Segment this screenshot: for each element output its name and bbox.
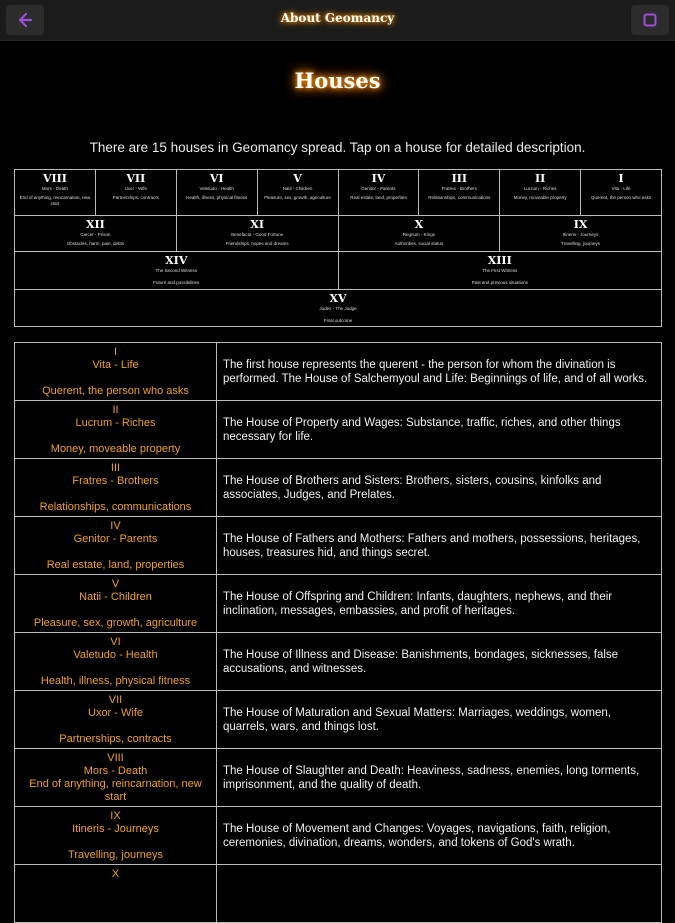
house-meaning: Future and possibilities	[153, 280, 200, 285]
grid-house-cell[interactable]	[15, 170, 96, 215]
house-row-meaning: Real estate, land, properties	[46, 559, 185, 571]
menu-button[interactable]	[631, 5, 669, 35]
house-numeral: XIV	[165, 254, 188, 267]
grid-house-cell[interactable]	[96, 170, 177, 215]
house-numeral: IV	[371, 172, 386, 185]
house-row-numeral: V	[111, 578, 120, 590]
grid-house-cell[interactable]	[419, 170, 500, 215]
house-meaning: Real estate, land, properties	[350, 195, 407, 200]
house-row-meaning: Money, moveable property	[50, 443, 181, 455]
grid-house-cell[interactable]	[500, 170, 581, 215]
house-name: The First Witness	[482, 268, 518, 273]
house-numeral: II	[535, 172, 546, 185]
house-row-description: The House of Slaughter and Death: Heaviness, sadness, enemies, long torments, imprisonment, and the quality of death.	[223, 764, 640, 791]
grid-house-cell[interactable]	[15, 252, 339, 289]
house-row-title	[15, 749, 217, 806]
grid-row	[15, 252, 661, 290]
house-row[interactable]	[15, 749, 661, 807]
house-row[interactable]	[15, 343, 661, 401]
house-row-numeral: IV	[110, 520, 121, 532]
house-numeral: XIII	[487, 254, 512, 267]
house-row-title	[15, 807, 217, 864]
house-numeral: XII	[85, 218, 105, 231]
house-row-name: Valetudo - Health	[73, 649, 158, 661]
house-row-title	[15, 633, 217, 690]
house-name: Judex - The Judge	[319, 306, 357, 311]
house-row-description: The House of Illness and Disease: Banishments, bondages, sicknesses, false accusations, and witnesses.	[223, 648, 619, 675]
house-row-name: Vita - Life	[92, 359, 139, 371]
grid-house-cell[interactable]	[500, 216, 661, 251]
house-meaning: Final outcome	[323, 318, 353, 323]
house-row-name: Genitor - Parents	[73, 533, 158, 545]
house-name: Genitor - Parents	[361, 186, 396, 191]
intro-text: There are 15 houses in Geomancy spread. Tap on a house for detailed description.	[89, 140, 586, 155]
grid-house-cell[interactable]	[581, 170, 661, 215]
house-row-description: The House of Fathers and Mothers: Fathers and mothers, possessions, heritages, houses, treasures hid, and things secret.	[223, 532, 641, 559]
house-row-title	[15, 575, 217, 632]
house-row-numeral: IX	[110, 810, 121, 822]
house-row-description	[217, 865, 661, 922]
houses-list	[14, 342, 662, 923]
page-title: Houses	[294, 68, 381, 93]
house-meaning: End of anything, reincarnation, new start	[19, 195, 91, 206]
house-name: Natii - Children	[282, 186, 313, 191]
house-row-name: Mors - Death	[83, 765, 148, 777]
house-row-numeral: VII	[108, 694, 123, 706]
house-meaning: Relationships, communications	[428, 195, 491, 200]
grid-house-cell[interactable]	[339, 252, 662, 289]
grid-house-cell[interactable]	[258, 170, 339, 215]
house-row-numeral: III	[110, 462, 121, 474]
house-row-title	[15, 517, 217, 574]
house-row-name: Itineris - Journeys	[72, 823, 159, 835]
house-row-name: Uxor - Wife	[88, 707, 143, 719]
house-row-description: The House of Maturation and Sexual Matters: Marriages, weddings, women, quarrels, wars, and things lost.	[223, 706, 611, 733]
house-row-numeral: X	[111, 868, 120, 880]
house-row-numeral: I	[113, 346, 118, 358]
house-row[interactable]	[15, 517, 661, 575]
house-meaning: Partnerships, contracts	[112, 195, 159, 200]
house-name: Regnum - Kings	[402, 232, 435, 237]
house-row-description: The House of Brothers and Sisters: Brothers, sisters, cousins, kinfolks and associates, Judges, and Prelates.	[223, 474, 602, 501]
house-row-description: The first house represents the querent - the person for whom the divination is performed. The House of Salchemyoul and Life: Beginnings of life, and of all works.	[223, 358, 648, 385]
grid-row	[15, 290, 661, 326]
house-row-meaning: Pleasure, sex, growth, agriculture	[33, 617, 198, 629]
house-numeral: XV	[329, 292, 347, 305]
house-name: Lucrum - Riches	[523, 186, 557, 191]
house-row[interactable]	[15, 865, 661, 923]
house-meaning: Authorities, social status	[394, 241, 444, 246]
house-row-title	[15, 459, 217, 516]
house-row[interactable]	[15, 575, 661, 633]
house-row-numeral: II	[112, 404, 119, 416]
house-name: Benefacta - Good Fortune	[231, 232, 284, 237]
house-meaning: Pleasure, sex, growth, agriculture	[264, 195, 331, 200]
top-bar	[0, 0, 675, 41]
house-meaning: Money, moveable property	[513, 195, 567, 200]
grid-house-cell[interactable]	[177, 170, 258, 215]
app-title: About Geomancy	[280, 11, 395, 25]
house-meaning: Travelling, journeys	[561, 241, 601, 246]
grid-house-cell[interactable]	[339, 170, 420, 215]
house-name: Fratres - Brothers	[441, 186, 477, 191]
house-row-name: Lucrum - Riches	[75, 417, 156, 429]
house-meaning: Querent, the person who asks	[591, 195, 652, 200]
house-name: Valetudo - Health	[199, 186, 234, 191]
house-row[interactable]	[15, 807, 661, 865]
house-meaning: Health, illness, physical fitness	[186, 195, 248, 200]
house-row[interactable]	[15, 691, 661, 749]
house-meaning: Obstacles, harm, pain, debts	[66, 241, 125, 246]
house-row-meaning: Partnerships, contracts	[59, 733, 172, 745]
house-row-title	[15, 343, 217, 400]
grid-house-cell[interactable]	[15, 290, 661, 326]
house-numeral: VI	[209, 172, 224, 185]
house-row-title	[15, 401, 217, 458]
house-row-meaning: Querent, the person who asks	[42, 385, 189, 397]
house-row[interactable]	[15, 633, 661, 691]
house-row-name: Fratres - Brothers	[72, 475, 159, 487]
house-row-meaning: Travelling, journeys	[68, 849, 163, 861]
house-row-title	[15, 691, 217, 748]
house-name: Mors - Death	[41, 186, 68, 191]
house-numeral: X	[414, 218, 424, 231]
house-row-meaning: Health, illness, physical fitness	[40, 675, 191, 687]
square-icon	[642, 12, 658, 28]
house-row-description: The House of Movement and Changes: Voyages, navigations, faith, religion, ceremonies, divination, dreams, wonders, and tokens of God's wrath.	[223, 822, 611, 849]
house-numeral: XI	[250, 218, 264, 231]
house-numeral: IX	[573, 218, 588, 231]
house-row-title	[15, 865, 217, 922]
houses-grid	[14, 169, 662, 327]
house-numeral: VII	[126, 172, 146, 185]
house-name: The Second Witness	[155, 268, 198, 273]
grid-row	[15, 170, 661, 216]
house-name: Carcer - Prison	[80, 232, 111, 237]
house-name: Vita - Life	[611, 186, 631, 191]
house-row-numeral: VI	[110, 636, 121, 648]
house-meaning: Friendships, hopes and dreams	[225, 241, 289, 246]
house-numeral: III	[451, 172, 468, 185]
house-numeral: VIII	[42, 172, 67, 185]
grid-house-cell[interactable]	[177, 216, 339, 251]
house-row-meaning: Relationships, communications	[39, 501, 192, 513]
house-row-description: The House of Offspring and Children: Infants, daughters, nephews, and their inclination, messages, embassies, and profit of heritages.	[223, 590, 613, 617]
house-row[interactable]	[15, 459, 661, 517]
grid-house-cell[interactable]	[15, 216, 177, 251]
house-numeral: I	[618, 172, 624, 185]
house-row-meaning: End of anything, reincarnation, new start	[29, 778, 202, 803]
house-row-description: The House of Property and Wages: Substance, traffic, riches, and other things necessary for life.	[223, 416, 621, 443]
grid-house-cell[interactable]	[339, 216, 501, 251]
house-row-numeral: VIII	[107, 752, 124, 764]
house-row-name: Natii - Children	[79, 591, 152, 603]
house-numeral: V	[293, 172, 302, 185]
house-row[interactable]	[15, 401, 661, 459]
house-name: Uxor - Wife	[124, 186, 148, 191]
house-meaning: Past and previous situations	[471, 280, 528, 285]
house-name: Itineris - Journeys	[562, 232, 599, 237]
grid-row	[15, 216, 661, 252]
